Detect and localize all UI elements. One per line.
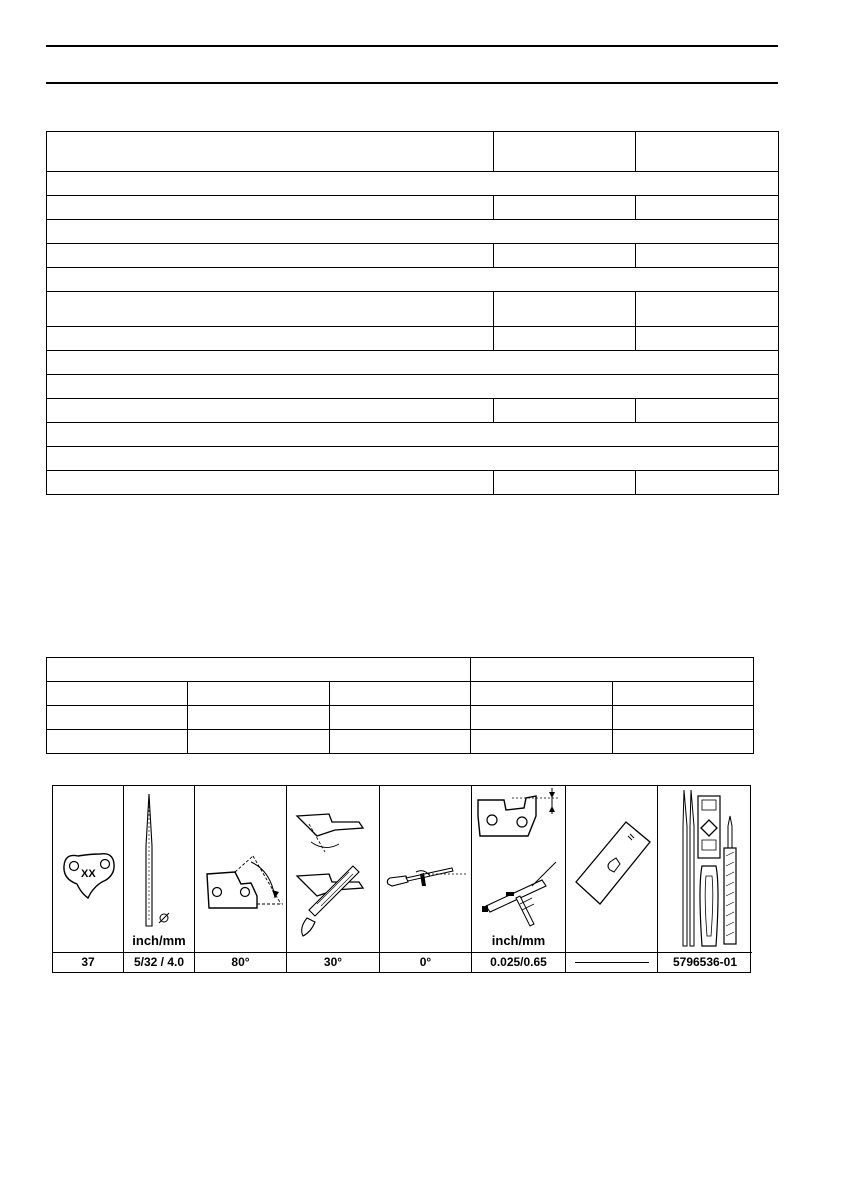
table-row — [47, 327, 779, 351]
table-row — [47, 399, 779, 423]
bar-chain-table — [46, 657, 754, 754]
side-plate-angle-cell — [287, 786, 380, 972]
specification-table — [46, 131, 779, 495]
table-row — [47, 730, 754, 754]
table-row — [47, 423, 779, 447]
top-plate-angle-cell — [195, 786, 287, 972]
depth-gauge-value: 0.025/0.65 — [472, 952, 565, 973]
table-row — [47, 658, 754, 682]
chain-type-icon — [53, 786, 123, 951]
top-plate-angle-icon — [195, 786, 286, 951]
table-row — [47, 292, 779, 327]
table-row — [47, 706, 754, 730]
header-rule — [46, 82, 778, 84]
table-row — [47, 196, 779, 220]
depth-gauge-tool-value — [566, 952, 657, 973]
table-row — [47, 244, 779, 268]
file-diameter-value: 5/32 / 4.0 — [124, 952, 194, 973]
table-row — [47, 471, 779, 495]
round-file-icon — [124, 786, 194, 931]
file-tilt-value: 0° — [380, 952, 471, 973]
file-holder-icon — [380, 786, 471, 951]
depth-gauge-tool-icon — [566, 786, 657, 951]
table-row — [47, 172, 779, 196]
sharpening-panel — [52, 785, 751, 973]
table-row — [47, 351, 779, 375]
table-row — [47, 375, 779, 399]
table-row — [47, 132, 779, 172]
table-row — [47, 447, 779, 471]
depth-gauge-tool-cell — [566, 786, 658, 972]
chain-type-value: 37 — [53, 952, 123, 973]
side-plate-angle-icon — [287, 786, 379, 951]
kit-part-number-value: 5796536-01 — [658, 952, 752, 973]
depth-gauge-icon — [472, 786, 565, 931]
depth-gauge-cell — [472, 786, 566, 972]
table-row — [47, 682, 754, 706]
top-plate-angle-value: 80° — [195, 952, 286, 973]
gauge-part-number-line — [575, 962, 649, 963]
file-tilt-cell — [380, 786, 472, 972]
sharpening-kit-icon — [658, 786, 751, 951]
sharpening-kit-cell — [658, 786, 752, 972]
file-unit-label: inch/mm — [132, 933, 186, 948]
file-diameter-cell — [124, 786, 195, 972]
table-row — [47, 268, 779, 292]
side-plate-angle-value: 30° — [287, 952, 379, 973]
table-row — [47, 220, 779, 244]
chain-type-cell — [53, 786, 124, 972]
top-rule — [46, 45, 778, 47]
svg-text:XX: XX — [81, 868, 96, 880]
depth-unit-label: inch/mm — [491, 933, 546, 948]
